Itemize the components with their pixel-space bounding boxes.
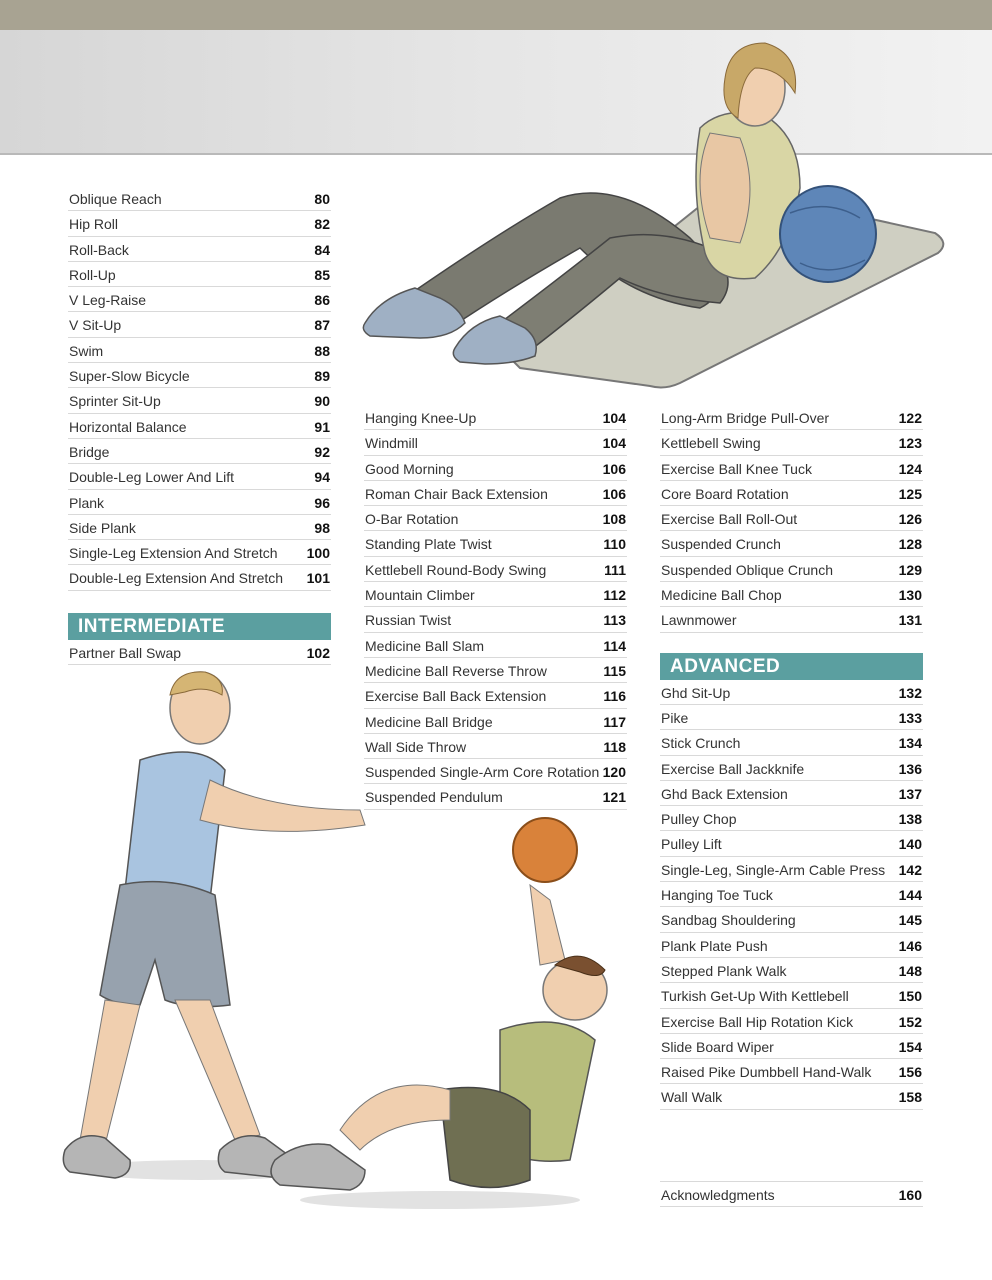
toc-row[interactable] bbox=[660, 857, 923, 882]
toc-row[interactable] bbox=[660, 582, 923, 607]
toc-entry-title: Roll-Back bbox=[69, 241, 129, 258]
toc-page-number: 80 bbox=[314, 191, 330, 207]
toc-row[interactable] bbox=[660, 456, 923, 481]
toc-entry-title: Pulley Chop bbox=[661, 811, 737, 828]
toc-entry-title: Bridge bbox=[69, 443, 110, 460]
toc-page-number: 120 bbox=[602, 764, 626, 781]
toc-page-number: 125 bbox=[898, 485, 922, 502]
toc-row-acknowledgments[interactable] bbox=[660, 1182, 923, 1207]
toc-page-number: 138 bbox=[898, 811, 922, 828]
toc-page-number: 152 bbox=[898, 1013, 922, 1030]
toc-page-number: 94 bbox=[314, 469, 330, 486]
toc-page-number: 86 bbox=[314, 292, 330, 309]
beginner-list bbox=[68, 186, 331, 591]
toc-row[interactable] bbox=[68, 338, 331, 363]
intermediate-section-heading: INTERMEDIATE bbox=[68, 613, 331, 640]
toc-entry-title: Plank bbox=[69, 494, 105, 511]
toc-row[interactable] bbox=[68, 211, 331, 236]
toc-row[interactable] bbox=[660, 1034, 923, 1059]
toc-entry-title: Ghd Sit-Up bbox=[661, 684, 731, 701]
toc-entry-title: Single-Leg Extension And Stretch bbox=[69, 545, 278, 562]
toc-row[interactable] bbox=[660, 806, 923, 831]
toc-row[interactable] bbox=[68, 388, 331, 413]
toc-entry-title: Swim bbox=[69, 342, 104, 359]
toc-page-number: 116 bbox=[603, 688, 626, 705]
toc-entry-title: Lawnmower bbox=[661, 612, 737, 629]
toc-row[interactable] bbox=[68, 237, 331, 262]
toc-entry-title: Medicine Ball Reverse Throw bbox=[365, 662, 547, 679]
toc-page-number: 150 bbox=[898, 988, 922, 1005]
toc-entry-title: Exercise Ball Jackknife bbox=[661, 760, 805, 777]
toc-row[interactable] bbox=[660, 933, 923, 958]
toc-row[interactable] bbox=[660, 481, 923, 506]
toc-row[interactable] bbox=[68, 186, 331, 211]
toc-entry-title: Mountain Climber bbox=[365, 587, 475, 604]
toc-page-number: 106 bbox=[602, 460, 626, 477]
toc-page-number: 90 bbox=[314, 393, 330, 410]
toc-page-number: 137 bbox=[898, 785, 922, 802]
toc-page-number: 117 bbox=[603, 713, 626, 730]
toc-page-number: 112 bbox=[603, 587, 626, 604]
toc-page-number: 124 bbox=[898, 460, 922, 477]
toc-page-number: 160 bbox=[898, 1186, 922, 1203]
toc-entry-title: Double-Leg Lower And Lift bbox=[69, 469, 234, 486]
toc-entry-title: Core Board Rotation bbox=[661, 485, 789, 502]
toc-entry-title: Exercise Ball Knee Tuck bbox=[661, 460, 812, 477]
toc-page-number: 140 bbox=[898, 836, 922, 853]
toc-row[interactable] bbox=[364, 531, 627, 556]
toc-entry-title: Russian Twist bbox=[365, 612, 452, 629]
intermediate-list-part-3 bbox=[660, 405, 923, 633]
toc-row[interactable] bbox=[660, 680, 923, 705]
toc-row[interactable] bbox=[68, 312, 331, 337]
toc-page-number: 134 bbox=[898, 735, 922, 752]
toc-page-number: 98 bbox=[314, 519, 330, 536]
toc-entry-title: Exercise Ball Back Extension bbox=[365, 688, 547, 705]
toc-row[interactable] bbox=[660, 781, 923, 806]
toc-row[interactable] bbox=[364, 683, 627, 708]
toc-row[interactable] bbox=[68, 363, 331, 388]
toc-entry-title: Hanging Knee-Up bbox=[365, 410, 477, 426]
toc-row[interactable] bbox=[660, 1084, 923, 1109]
toc-entry-title: Single-Leg, Single-Arm Cable Press bbox=[661, 861, 886, 878]
toc-page-number: 144 bbox=[898, 887, 922, 904]
toc-row[interactable] bbox=[364, 633, 627, 658]
toc-row[interactable] bbox=[68, 287, 331, 312]
toc-row[interactable] bbox=[364, 759, 627, 784]
toc-entry-title: Suspended Pendulum bbox=[365, 789, 503, 806]
toc-page-number: 110 bbox=[603, 536, 626, 553]
toc-row[interactable] bbox=[68, 540, 331, 565]
toc-page-number: 85 bbox=[314, 266, 330, 283]
toc-page-number: 101 bbox=[306, 570, 330, 587]
toc-column-1 bbox=[68, 186, 331, 665]
toc-row[interactable] bbox=[660, 430, 923, 455]
toc-column-2 bbox=[364, 405, 627, 810]
toc-row[interactable] bbox=[660, 730, 923, 755]
toc-row[interactable] bbox=[660, 705, 923, 730]
toc-page-number: 96 bbox=[314, 494, 330, 511]
toc-entry-title: Medicine Ball Slam bbox=[365, 637, 485, 654]
toc-row[interactable] bbox=[660, 958, 923, 983]
toc-page-number: 111 bbox=[604, 561, 626, 578]
toc-row[interactable] bbox=[68, 515, 331, 540]
toc-entry-title: Turkish Get-Up With Kettlebell bbox=[661, 988, 849, 1005]
toc-entry-title: Hanging Toe Tuck bbox=[661, 887, 773, 904]
toc-row[interactable] bbox=[660, 1059, 923, 1084]
toc-entry-title: Exercise Ball Hip Rotation Kick bbox=[661, 1013, 854, 1030]
toc-page-number: 136 bbox=[898, 760, 922, 777]
toc-row[interactable] bbox=[68, 439, 331, 464]
toc-page-number: 156 bbox=[898, 1064, 922, 1081]
toc-row[interactable] bbox=[660, 983, 923, 1008]
toc-entry-title: Wall Walk bbox=[661, 1089, 723, 1106]
toc-page-number: 118 bbox=[603, 738, 626, 755]
toc-page-number: 104 bbox=[602, 435, 626, 452]
toc-entry-title: Long-Arm Bridge Pull-Over bbox=[661, 410, 830, 426]
toc-row[interactable] bbox=[364, 658, 627, 683]
toc-row[interactable] bbox=[364, 430, 627, 455]
intermediate-list-part-1 bbox=[68, 640, 331, 665]
toc-entry-title: Sprinter Sit-Up bbox=[69, 393, 161, 410]
toc-entry-title: Suspended Crunch bbox=[661, 536, 781, 553]
toc-entry-title: Double-Leg Extension And Stretch bbox=[69, 570, 284, 587]
toc-row[interactable] bbox=[68, 640, 331, 665]
toc-page-number: 133 bbox=[898, 709, 922, 726]
toc-row[interactable] bbox=[364, 734, 627, 759]
toc-page-number: 148 bbox=[898, 962, 922, 979]
toc-entry-title: Good Morning bbox=[365, 460, 454, 477]
toc-page-number: 121 bbox=[602, 789, 626, 806]
toc-page-number: 106 bbox=[602, 485, 626, 502]
intermediate-list-part-2 bbox=[364, 405, 627, 810]
toc-entry-title: Pike bbox=[661, 709, 689, 726]
toc-page-number: 104 bbox=[602, 410, 626, 426]
toc-entry-title: Oblique Reach bbox=[69, 191, 162, 207]
toc-page-number: 123 bbox=[898, 435, 922, 452]
toc-page-number: 82 bbox=[314, 216, 330, 233]
toc-row[interactable] bbox=[364, 405, 627, 430]
toc-row[interactable] bbox=[364, 506, 627, 531]
toc-entry-title: Slide Board Wiper bbox=[661, 1038, 774, 1055]
toc-entry-title: Roman Chair Back Extension bbox=[365, 485, 548, 502]
toc-row[interactable] bbox=[660, 756, 923, 781]
toc-row[interactable] bbox=[68, 464, 331, 489]
toc-entry-title: Medicine Ball Chop bbox=[661, 587, 782, 604]
toc-row[interactable] bbox=[364, 784, 627, 809]
toc-page-number: 130 bbox=[898, 587, 922, 604]
toc-page-number: 154 bbox=[898, 1038, 922, 1055]
toc-row[interactable] bbox=[364, 709, 627, 734]
toc-page-number: 142 bbox=[898, 861, 922, 878]
toc-entry-title: Plank Plate Push bbox=[661, 937, 768, 954]
toc-row[interactable] bbox=[68, 262, 331, 287]
toc-page-number: 87 bbox=[314, 317, 330, 334]
toc-entry-title: Sandbag Shouldering bbox=[661, 912, 796, 929]
toc-entry-title: V Leg-Raise bbox=[69, 292, 147, 309]
toc-page-number: 89 bbox=[314, 368, 330, 385]
toc-page-number: 129 bbox=[898, 561, 922, 578]
toc-page-number: 146 bbox=[898, 937, 922, 954]
toc-page-number: 100 bbox=[306, 545, 330, 562]
toc-entry-title: Wall Side Throw bbox=[365, 738, 467, 755]
toc-page-number: 102 bbox=[306, 644, 330, 661]
toc-row[interactable] bbox=[364, 557, 627, 582]
toc-row[interactable] bbox=[660, 831, 923, 856]
toc-page-number: 88 bbox=[314, 342, 330, 359]
toc-row[interactable] bbox=[68, 565, 331, 590]
toc-row[interactable] bbox=[364, 456, 627, 481]
toc-row[interactable] bbox=[364, 481, 627, 506]
advanced-list bbox=[660, 680, 923, 1110]
toc-row[interactable] bbox=[364, 607, 627, 632]
toc-entry-title: Roll-Up bbox=[69, 266, 116, 283]
toc-entry-title: Windmill bbox=[365, 435, 418, 452]
toc-entry-title: Medicine Ball Bridge bbox=[365, 713, 493, 730]
toc-row[interactable] bbox=[660, 506, 923, 531]
toc-row[interactable] bbox=[660, 405, 923, 430]
top-bar bbox=[0, 0, 992, 30]
toc-page-number: 91 bbox=[314, 418, 330, 435]
toc-row[interactable] bbox=[660, 907, 923, 932]
toc-page-number: 84 bbox=[314, 241, 330, 258]
toc-entry-title: Ghd Back Extension bbox=[661, 785, 788, 802]
toc-entry-title: Super-Slow Bicycle bbox=[69, 368, 190, 385]
toc-entry-title: Partner Ball Swap bbox=[69, 644, 182, 661]
toc-entry-title: Side Plank bbox=[69, 519, 136, 536]
toc-row[interactable] bbox=[68, 414, 331, 439]
toc-page-number: 114 bbox=[603, 637, 626, 654]
toc-column-3 bbox=[660, 405, 923, 1207]
toc-entry-title: Standing Plate Twist bbox=[365, 536, 492, 553]
toc-entry-title: Kettlebell Swing bbox=[661, 435, 761, 452]
toc-entry-title: Raised Pike Dumbbell Hand-Walk bbox=[661, 1064, 872, 1081]
toc-entry-title: O-Bar Rotation bbox=[365, 511, 459, 528]
toc-page-number: 108 bbox=[602, 511, 626, 528]
toc-page-number: 128 bbox=[898, 536, 922, 553]
toc-entry-title: Hip Roll bbox=[69, 216, 119, 233]
toc-page-number: 115 bbox=[603, 662, 626, 679]
toc-row[interactable] bbox=[660, 882, 923, 907]
toc-row[interactable] bbox=[660, 607, 923, 632]
toc-page-number: 92 bbox=[314, 443, 330, 460]
toc-page-number: 132 bbox=[898, 684, 922, 701]
toc-row[interactable] bbox=[660, 557, 923, 582]
toc-entry-title: Pulley Lift bbox=[661, 836, 722, 853]
toc-page-number: 158 bbox=[898, 1089, 922, 1106]
toc-page-number: 131 bbox=[898, 612, 922, 629]
toc-row[interactable] bbox=[68, 490, 331, 515]
toc-page-number: 122 bbox=[898, 410, 922, 426]
toc-row[interactable] bbox=[660, 531, 923, 556]
seated-medicine-ball-illustration bbox=[360, 38, 960, 393]
toc-entry-title: Horizontal Balance bbox=[69, 418, 187, 435]
toc-entry-title: Suspended Single-Arm Core Rotation bbox=[365, 764, 600, 781]
toc-page-number: 126 bbox=[898, 511, 922, 528]
toc-entry-title: Suspended Oblique Crunch bbox=[661, 561, 834, 578]
toc-entry-title: Acknowledgments bbox=[661, 1186, 775, 1203]
toc-row[interactable] bbox=[660, 1009, 923, 1034]
toc-entry-title: Stepped Plank Walk bbox=[661, 962, 787, 979]
toc-page-number: 113 bbox=[603, 612, 626, 629]
toc-entry-title: Exercise Ball Roll-Out bbox=[661, 511, 798, 528]
toc-entry-title: Kettlebell Round-Body Swing bbox=[365, 561, 547, 578]
toc-entry-title: V Sit-Up bbox=[69, 317, 122, 334]
toc-row[interactable] bbox=[364, 582, 627, 607]
advanced-section-heading: ADVANCED bbox=[660, 653, 923, 680]
toc-entry-title: Stick Crunch bbox=[661, 735, 741, 752]
toc-page-number: 145 bbox=[898, 912, 922, 929]
